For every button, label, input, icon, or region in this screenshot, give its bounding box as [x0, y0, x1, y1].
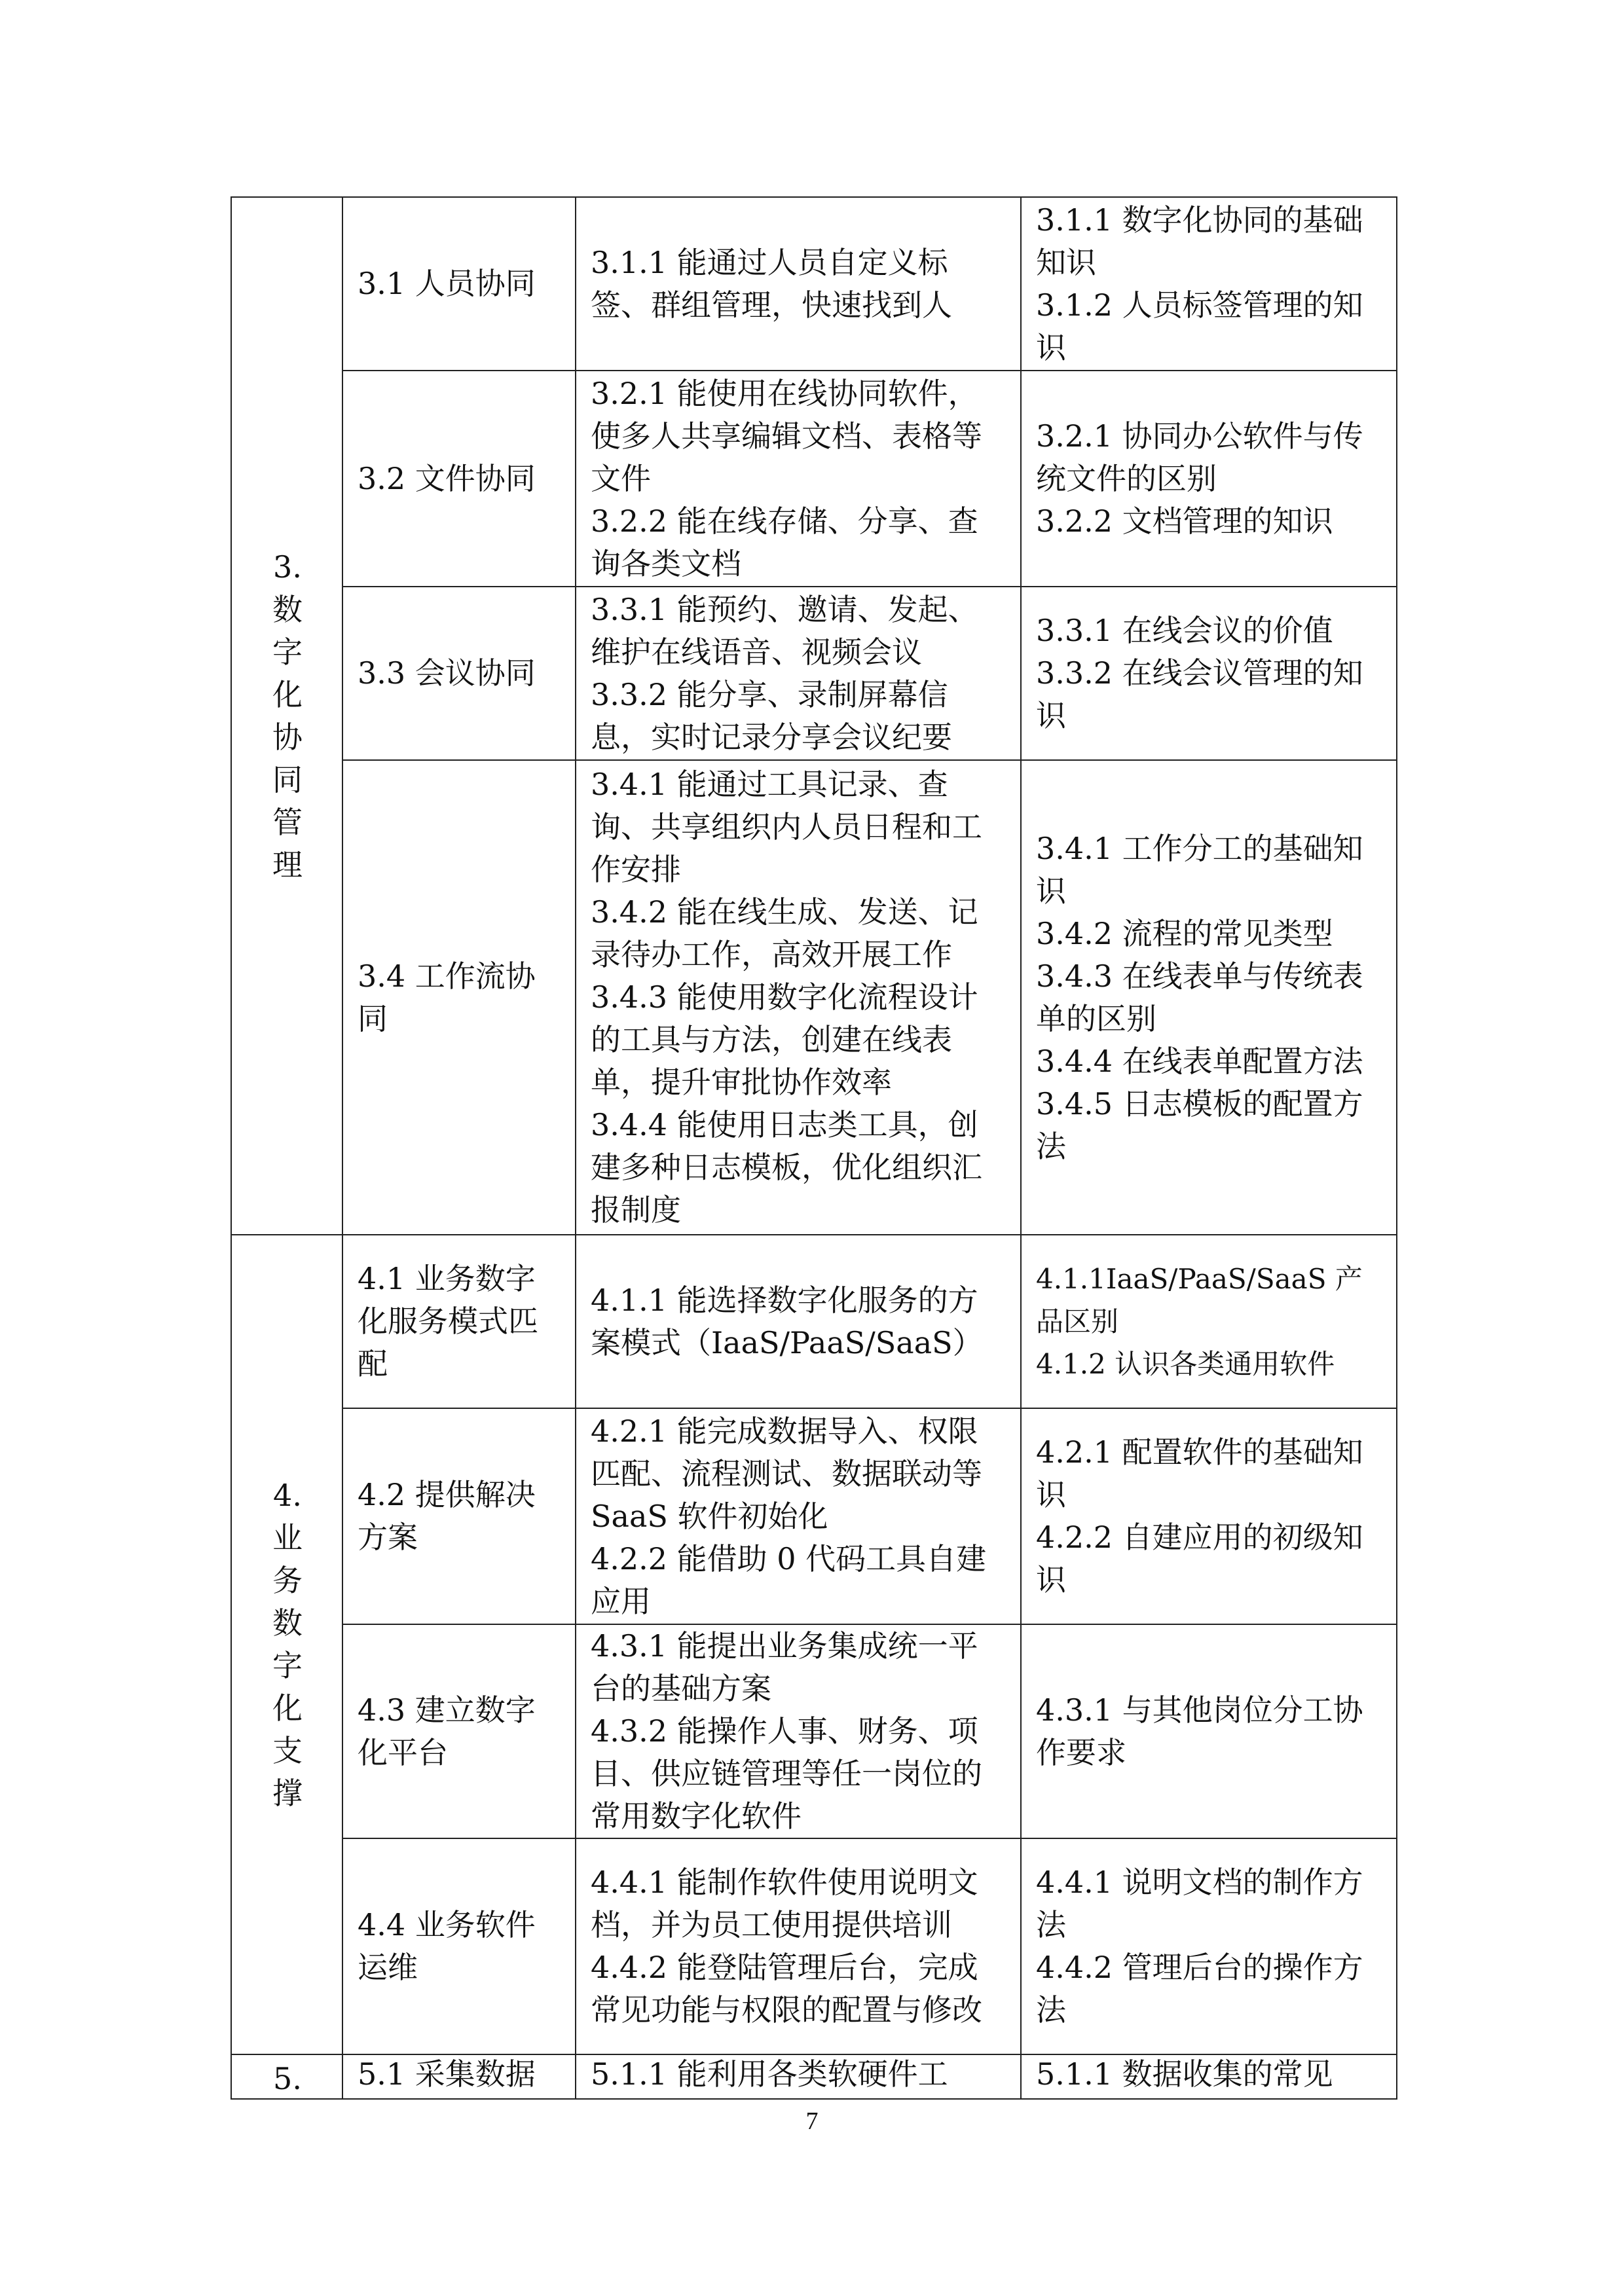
- subcategory-cell: 3.4 工作流协同: [342, 760, 576, 1235]
- table-row: [231, 371, 1397, 587]
- knowledge-cell: [1021, 1838, 1397, 2054]
- knowledge-cell: [1021, 1624, 1397, 1838]
- knowledge-cell: [1021, 1408, 1397, 1624]
- skills-cell: [576, 1624, 1021, 1838]
- knowledge-item: 4.1.2 认识各类通用软件: [1036, 1348, 1335, 1380]
- table-row: [231, 760, 1397, 1235]
- knowledge-cell: [1021, 371, 1397, 587]
- knowledge-item: 3.1.2 人员标签管理的知识: [1036, 287, 1363, 365]
- knowledge-item: 4.2.1 配置软件的基础知识: [1036, 1434, 1363, 1512]
- category-label: 3.数字化协同管理: [272, 549, 303, 883]
- skill-item: 3.4.3 能使用数字化流程设计的工具与方法，创建在线表单，提升审批协作效率: [591, 979, 978, 1100]
- knowledge-cell: [1021, 1235, 1397, 1408]
- subcategory-cell: 3.2 文件协同: [342, 371, 576, 587]
- knowledge-item: 5.1.1 数据收集的常见: [1036, 2056, 1333, 2092]
- skills-cell: [576, 587, 1021, 760]
- skill-item: 4.4.1 能制作软件使用说明文档，并为员工使用提供培训: [591, 1865, 978, 1942]
- subcategory-cell: 4.2 提供解决方案: [342, 1408, 576, 1624]
- category-cell: [231, 2054, 342, 2099]
- skill-item: 4.2.1 能完成数据导入、权限匹配、流程测试、数据联动等 SaaS 软件初始化: [591, 1413, 982, 1534]
- table-row: [231, 587, 1397, 760]
- skill-item: 3.3.2 能分享、录制屏幕信息，实时记录分享会议纪要: [591, 676, 952, 755]
- skill-item: 4.3.1 能提出业务集成统一平台的基础方案: [591, 1628, 978, 1706]
- knowledge-item: 3.4.5 日志模板的配置方法: [1036, 1085, 1363, 1164]
- category-label: 4.业务数字化支撑: [272, 1478, 303, 1811]
- skill-item: 3.2.1 能使用在线协同软件，使多人共享编辑文档、表格等文件: [591, 375, 982, 496]
- knowledge-item: 3.4.2 流程的常见类型: [1036, 915, 1333, 951]
- table-row: [231, 1624, 1397, 1838]
- knowledge-item: 4.4.1 说明文档的制作方法: [1036, 1865, 1363, 1942]
- skill-item: 4.4.2 能登陆管理后台，完成常见功能与权限的配置与修改: [591, 1950, 982, 2028]
- knowledge-item: 4.4.2 管理后台的操作方法: [1036, 1950, 1363, 2028]
- skills-cell: [576, 1408, 1021, 1624]
- table-row: [231, 1408, 1397, 1624]
- skills-cell: [576, 1235, 1021, 1408]
- category-label: 5.: [273, 2061, 302, 2096]
- table-row: [231, 197, 1397, 371]
- skills-cell: [576, 1838, 1021, 2054]
- skills-cell: [576, 371, 1021, 587]
- knowledge-item: 3.4.4 在线表单配置方法: [1036, 1043, 1363, 1079]
- knowledge-item: 4.2.2 自建应用的初级知识: [1036, 1520, 1363, 1597]
- table-row: [231, 1235, 1397, 1408]
- knowledge-item: 3.1.1 数字化协同的基础知识: [1036, 202, 1363, 280]
- knowledge-item: 3.4.1 工作分工的基础知识: [1036, 830, 1363, 909]
- skill-item: 3.4.2 能在线生成、发送、记录待办工作，高效开展工作: [591, 894, 978, 972]
- skill-item: 3.2.2 能在线存储、分享、查询各类文档: [591, 503, 978, 581]
- subcategory-cell: 3.1 人员协同: [342, 197, 576, 371]
- knowledge-cell: [1021, 2054, 1397, 2099]
- table-row: [231, 2054, 1397, 2099]
- skill-item: 4.3.2 能操作人事、财务、项目、供应链管理等任一岗位的常用数字化软件: [591, 1713, 982, 1834]
- skill-item: 3.1.1 能通过人员自定义标签、群组管理，快速找到人: [591, 244, 952, 323]
- skill-item: 3.4.1 能通过工具记录、查询、共享组织内人员日程和工作安排: [591, 767, 982, 887]
- knowledge-item: 4.3.1 与其他岗位分工协作要求: [1036, 1692, 1363, 1770]
- skills-cell: [576, 197, 1021, 371]
- skill-item: 5.1.1 能利用各类软硬件工: [591, 2056, 948, 2092]
- skill-item: 4.1.1 能选择数字化服务的方案模式（IaaS/PaaS/SaaS）: [591, 1282, 983, 1360]
- skills-cell: [576, 2054, 1021, 2099]
- knowledge-item: 3.2.1 协同办公软件与传统文件的区别: [1036, 418, 1363, 496]
- category-cell: [231, 197, 342, 1235]
- skills-cell: [576, 760, 1021, 1235]
- knowledge-item: 3.2.2 文档管理的知识: [1036, 503, 1333, 539]
- skill-item: 3.4.4 能使用日志类工具，创建多种日志模板，优化组织汇报制度: [591, 1107, 982, 1228]
- subcategory-cell: 4.1 业务数字化服务模式匹配: [342, 1235, 576, 1408]
- knowledge-cell: [1021, 760, 1397, 1235]
- knowledge-cell: [1021, 587, 1397, 760]
- knowledge-cell: [1021, 197, 1397, 371]
- knowledge-item: 4.1.1IaaS/PaaS/SaaS 产品区别: [1036, 1263, 1363, 1338]
- skill-item: 4.2.2 能借助 0 代码工具自建应用: [591, 1540, 987, 1619]
- knowledge-item: 3.3.2 在线会议管理的知识: [1036, 655, 1363, 733]
- knowledge-item: 3.4.3 在线表单与传统表单的区别: [1036, 958, 1363, 1036]
- subcategory-cell: 3.3 会议协同: [342, 587, 576, 760]
- table-row: [231, 1838, 1397, 2054]
- knowledge-item: 3.3.1 在线会议的价值: [1036, 613, 1333, 648]
- subcategory-cell: 4.3 建立数字化平台: [342, 1624, 576, 1838]
- skill-item: 3.3.1 能预约、邀请、发起、维护在线语音、视频会议: [591, 591, 978, 670]
- category-cell: [231, 1235, 342, 2054]
- skills-table: [231, 196, 1397, 2100]
- subcategory-cell: 5.1 采集数据: [342, 2054, 576, 2099]
- subcategory-cell: 4.4 业务软件运维: [342, 1838, 576, 2054]
- page-number: 7: [805, 2107, 819, 2135]
